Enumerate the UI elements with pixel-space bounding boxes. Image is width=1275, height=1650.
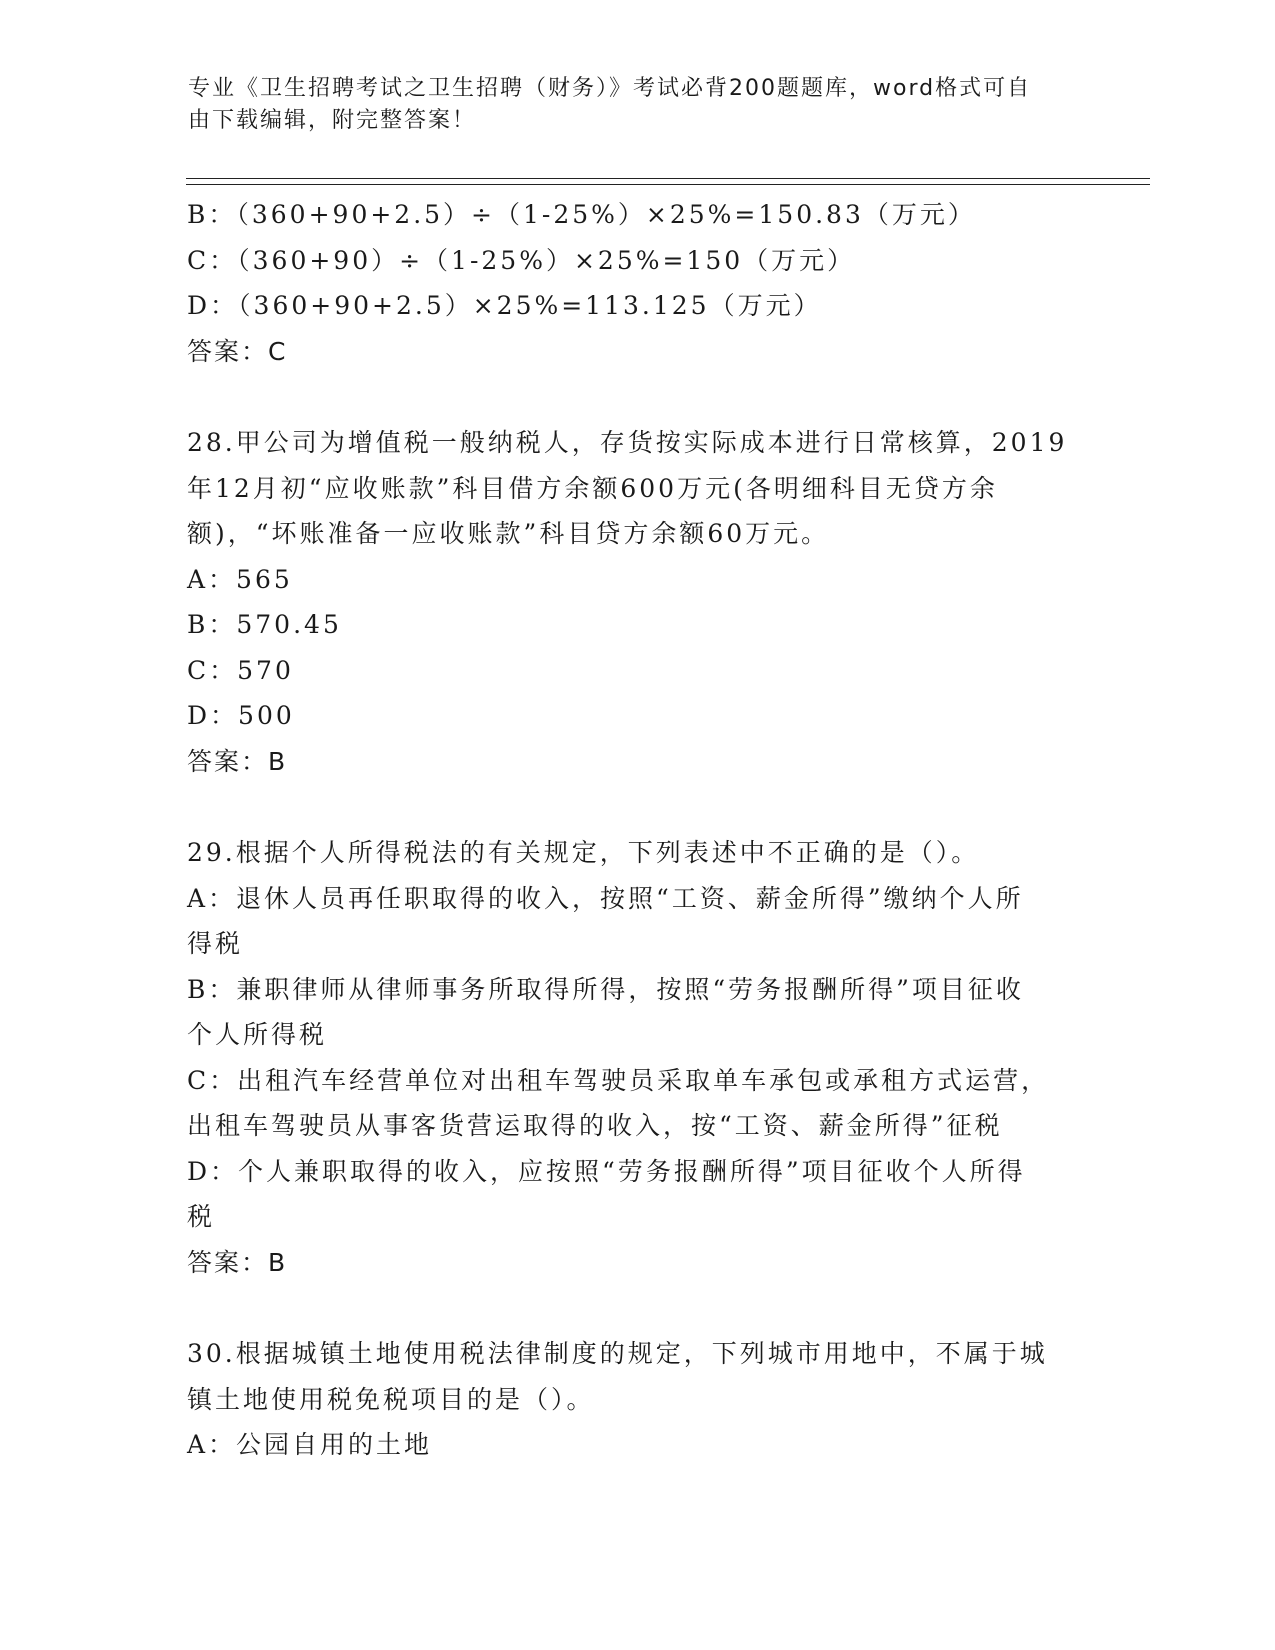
option-a: A：公园自用的土地 (187, 1430, 433, 1459)
option-a: A：565 (187, 564, 293, 594)
question-stem-line: 镇土地使用税免税项目的是（）。 (187, 1384, 595, 1414)
question-28 (187, 420, 1087, 784)
question-27-tail (187, 192, 1087, 374)
answer-line: 答案：C (187, 336, 288, 366)
option-d: D：500 (187, 701, 295, 730)
option-c: C：出租汽车经营单位对出租车驾驶员采取单车承包或承租方式运营， (187, 1065, 1050, 1095)
header-line-2: 由下载编辑，附完整答案！ (188, 108, 477, 133)
question-stem-line: 额)，“坏账准备一应收账款”科目贷方余额60万元。 (187, 519, 830, 548)
question-stem-line: 29.根据个人所得税法的有关规定，下列表述中不正确的是（）。 (187, 838, 980, 867)
option-b-continued: 个人所得税 (187, 1020, 328, 1049)
option-b: B：兼职律师从律师事务所取得所得，按照“劳务报酬所得”项目征收 (187, 974, 1024, 1004)
spacer (187, 1285, 1087, 1331)
option-b: B：570.45 (187, 610, 342, 639)
option-c-continued: 出租车驾驶员从事客货营运取得的收入，按“工资、薪金所得”征税 (187, 1111, 1003, 1140)
document-body (187, 192, 1087, 1468)
option-c: C：（360+90）÷（1-25%）×25%=150（万元） (187, 245, 856, 275)
question-30 (187, 1331, 1087, 1468)
option-c: C：570 (187, 655, 294, 685)
question-29 (187, 830, 1087, 1285)
question-stem-line: 30.根据城镇土地使用税法律制度的规定，下列城市用地中，不属于城 (187, 1339, 1048, 1368)
spacer (187, 374, 1087, 420)
answer-line: 答案：B (187, 1247, 288, 1277)
question-stem-line: 年12月初“应收账款”科目借方余额600万元(各明细科目无贷方余 (187, 473, 998, 503)
option-d-continued: 税 (187, 1202, 216, 1231)
header-line-1: 专业《卫生招聘考试之卫生招聘（财务）》考试必背200题题库，word格式可自 (188, 76, 1032, 101)
option-b: B：（360+90+2.5）÷（1-25%）×25%=150.83（万元） (187, 200, 976, 229)
spacer (187, 784, 1087, 830)
option-a: A：退休人员再任职取得的收入，按照“工资、薪金所得”缴纳个人所 (187, 883, 1024, 913)
option-a-continued: 得税 (187, 929, 244, 958)
answer-line: 答案：B (187, 746, 288, 776)
header-divider-top (186, 178, 1150, 179)
question-stem-line: 28.甲公司为增值税一般纳税人，存货按实际成本进行日常核算，2019 (187, 428, 1068, 457)
option-d: D：（360+90+2.5）×25%=113.125（万元） (187, 291, 822, 320)
option-d: D：个人兼职取得的收入，应按照“劳务报酬所得”项目征收个人所得 (187, 1156, 1026, 1186)
document-header (188, 73, 1078, 137)
header-divider-bottom (186, 184, 1150, 185)
